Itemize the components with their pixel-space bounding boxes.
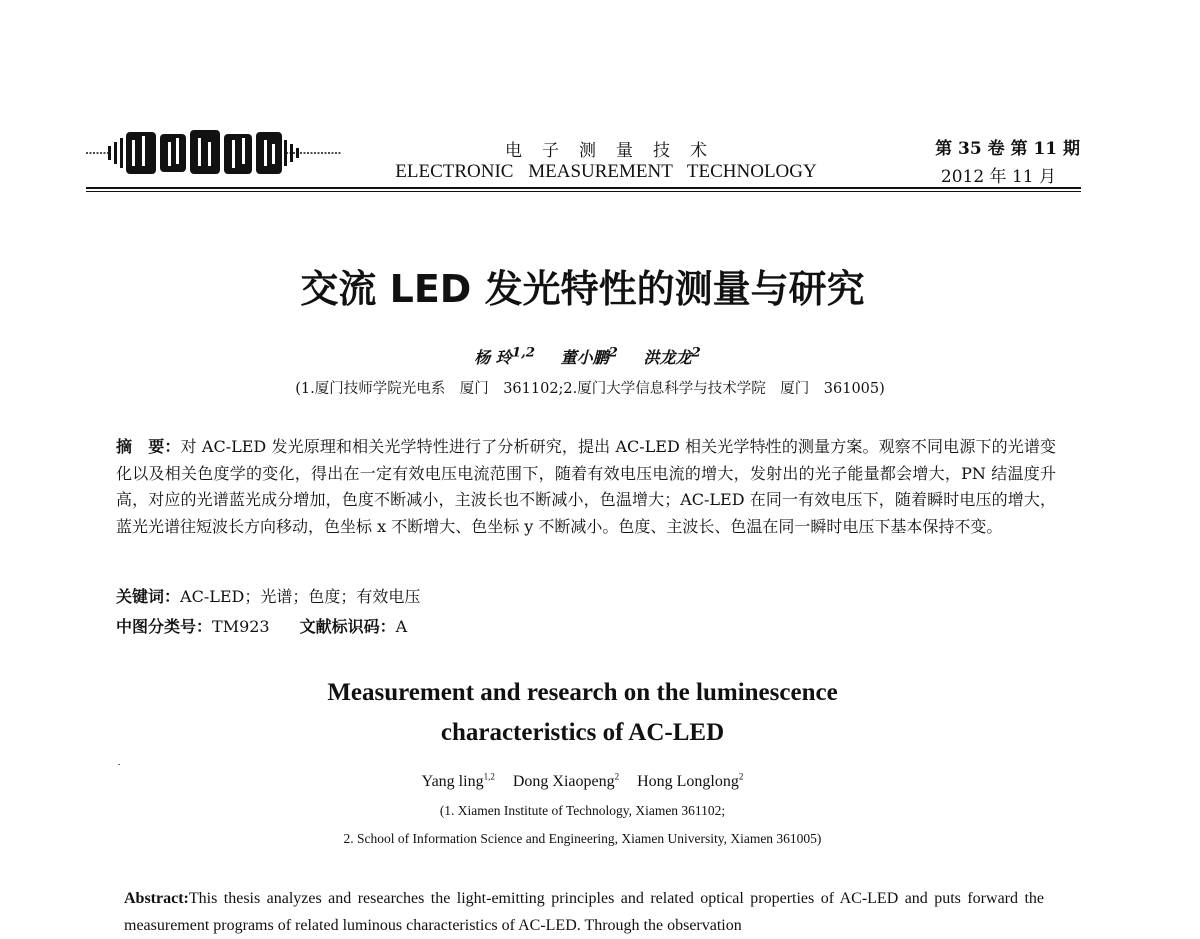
author-en [513,773,619,790]
abstract-en-text: This thesis analyzes and researches the light-emitting principles and related optical properties of AC-LED and puts forward the measurement programs of related luminous characteristics of AC-LED. Through the observation [124,890,1044,934]
abstract-cn [116,434,1056,540]
author-sup: 2 [738,772,744,782]
author-sup: 2 [614,772,620,782]
header-rule-thin [86,191,1081,192]
authors-cn [0,345,1175,368]
author-cn [474,345,536,368]
doc-code-value: A [395,617,408,636]
author-sup: 2 [691,345,701,361]
journal-cn-char: 电 [505,141,522,161]
author-sup: 1,2 [511,345,536,361]
journal-cn-char: 量 [616,141,633,161]
journal-logo [86,126,342,180]
doc-code-label: 文献标识码： [299,617,396,636]
author-name: Dong Xiaopeng [512,773,615,791]
author-name: Yang ling [421,773,484,791]
keywords-cn-label: 关键词： [116,587,181,606]
clc-label: 中图分类号： [116,617,213,636]
volume-issue: 第 35 卷 第 11 期 [935,139,1080,159]
authors-en [0,772,1165,791]
keywords-cn [116,584,420,607]
affiliation-en-line: (1. Xiamen Institute of Technology, Xiamen 361102; [439,803,726,818]
journal-cn-char: 术 [690,141,707,161]
affiliation-en-line: 2. School of Information Science and Engineering, Xiamen University, Xiamen 361005) [343,831,822,846]
author-name: Hong Longlong [637,773,739,791]
journal-name-cn [372,136,840,161]
abstract-en [124,885,1044,939]
title-en-line: characteristics of AC-LED [440,719,725,746]
author-name: 洪龙龙 [643,348,692,368]
author-sup: 2 [608,345,618,361]
journal-cn-char: 技 [653,141,670,161]
issue-date: 2012 年 11 月 [940,167,1056,187]
author-cn [643,345,701,368]
journal-name-en: ELECTRONIC MEASUREMENT TECHNOLOGY [395,161,817,182]
abstract-cn-text: 对 AC-LED 发光原理和相关光学特性进行了分析研究，提出 AC-LED 相关光学特性的测量方案。观察不同电源下的光谱变化以及相关色度学的变化，得出在一定有效电压电流范围下，随着有效电压电流的增大，发射出的光子能量都会增大，PN 结温度升高，对应的光谱蓝光成分增加，色度不断减小，主波长也不断减小，色温增大；AC-LED 在同一有效电压下，随着瞬时电压的增大，蓝光光谱往短波长方向移动，色坐标 x 不断增大、色坐标 y 不断减小。色度、主波长、色温在同一瞬时电压下基本保持不变。 [116,437,1056,536]
keywords-cn-text: AC-LED；光谱；色度；有效电压 [180,587,421,606]
title-en-line: Measurement and research on the luminescence [327,679,838,706]
classification [116,614,407,637]
paper-title-cn: 交流 LED 发光特性的测量与研究 [300,267,865,311]
author-cn [560,345,618,368]
journal-cn-char: 测 [579,141,596,161]
scan-speck [118,764,120,765]
abstract-en-label: Abstract: [124,890,189,907]
author-name: 杨 玲 [474,348,512,368]
paper-title-en [0,673,1165,753]
author-en [637,773,743,790]
author-name: 董小鹏 [560,348,609,368]
affiliation-cn: (1.厦门技师学院光电系 厦门 361102;2.厦门大学信息科学与技术学院 厦门 361005) [295,381,885,397]
author-sup: 1,2 [483,772,495,782]
author-en [422,773,495,790]
journal-cn-char: 子 [542,141,559,161]
abstract-cn-label: 摘 要： [116,437,181,456]
header-rule-thick [86,187,1081,189]
clc-value: TM923 [212,617,270,636]
